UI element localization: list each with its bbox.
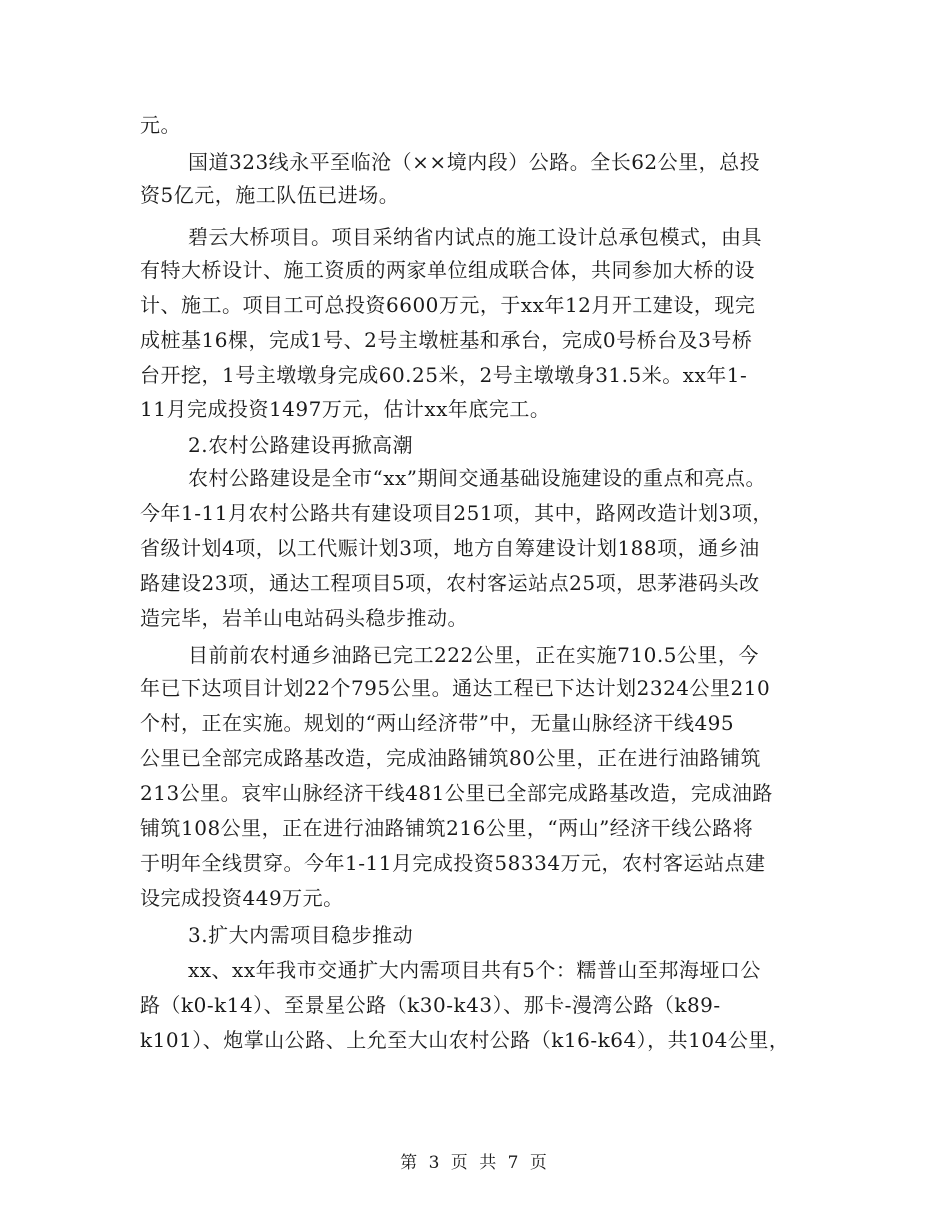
text-line: xx、xx年我市交通扩大内需项目共有5个：糯普山至邦海垭口公 bbox=[188, 958, 761, 982]
text-line: 台开挖，1号主墩墩身完成60.25米，2号主墩墩身31.5米。xx年1- bbox=[140, 363, 748, 387]
text-line: 公里已全部完成路基改造，完成油路铺筑80公里，正在进行油路铺筑 bbox=[140, 746, 761, 770]
text-line: 有特大桥设计、施工资质的两家单位组成联合体，共同参加大桥的设 bbox=[140, 258, 755, 282]
text-line: 个村，正在实施。规划的“两山经济带”中，无量山脉经济干线495 bbox=[140, 711, 735, 735]
section-heading: 2.农村公路建设再掀高潮 bbox=[188, 433, 414, 457]
text-line: 11月完成投资1497万元，估计xx年底完工。 bbox=[140, 397, 551, 421]
text-line: 目前前农村通乡油路已完工222公里，正在实施710.5公里，今 bbox=[188, 643, 759, 667]
text-line: 路建设23项，通达工程项目5项，农村客运站点25项，思茅港码头改 bbox=[140, 571, 760, 595]
text-line: 成桩基16棵，完成1号、2号主墩桩基和承台，完成0号桥台及3号桥 bbox=[140, 328, 753, 352]
text-line: 元。 bbox=[140, 113, 181, 137]
text-line: 路（k0-k14）、至景星公路（k30-k43）、那卡-漫湾公路（k89- bbox=[140, 993, 721, 1017]
text-line: 国道323线永平至临沧（××境内段）公路。全长62公里，总投 bbox=[188, 150, 761, 174]
text-line: 造完毕，岩羊山电站码头稳步推动。 bbox=[140, 606, 468, 630]
text-line: 设完成投资449万元。 bbox=[140, 886, 344, 910]
text-line: 于明年全线贯穿。今年1-11月完成投资58334万元，农村客运站点建 bbox=[140, 851, 766, 875]
text-line: 计、施工。项目工可总投资6600万元，于xx年12月开工建设，现完 bbox=[140, 293, 756, 317]
text-line: 农村公路建设是全市“xx”期间交通基础设施建设的重点和亮点。 bbox=[188, 466, 767, 490]
text-line: 今年1-11月农村公路共有建设项目251项，其中，路网改造计划3项， bbox=[140, 501, 773, 525]
text-line: k101）、炮掌山公路、上允至大山农村公路（k16-k64），共104公里， bbox=[140, 1028, 790, 1052]
text-line: 碧云大桥项目。项目采纳省内试点的施工设计总承包模式，由具 bbox=[188, 225, 762, 249]
text-line: 省级计划4项，以工代赈计划3项，地方自筹建设计划188项，通乡油 bbox=[140, 536, 760, 560]
text-line: 213公里。哀牢山脉经济干线481公里已全部完成路基改造，完成油路 bbox=[140, 781, 773, 805]
page-footer: 第 3 页 共 7 页 bbox=[400, 1153, 550, 1173]
text-line: 年已下达项目计划22个795公里。通达工程已下达计划2324公里210 bbox=[140, 676, 771, 700]
text-line: 资5亿元，施工队伍已进场。 bbox=[140, 183, 400, 207]
text-line: 铺筑108公里，正在进行油路铺筑216公里，“两山”经济干线公路将 bbox=[140, 816, 754, 840]
section-heading: 3.扩大内需项目稳步推动 bbox=[188, 923, 414, 947]
